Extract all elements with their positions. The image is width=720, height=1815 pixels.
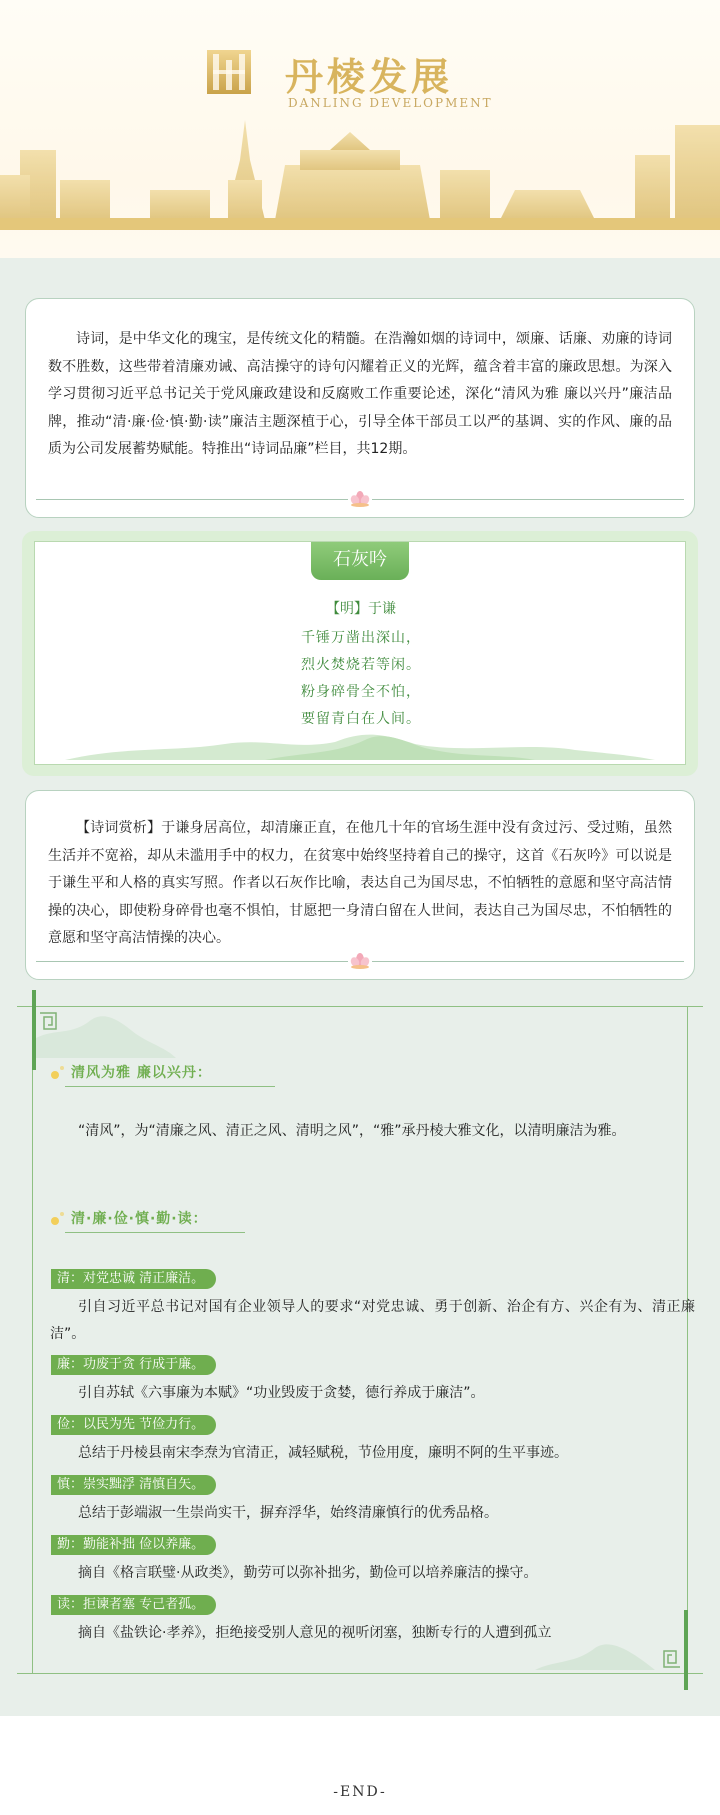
section-underline bbox=[65, 1086, 275, 1087]
brand-title: 丹棱发展 bbox=[285, 54, 454, 99]
virtue-item-label: 勤：勤能补拙 俭以养廉。 bbox=[51, 1535, 216, 1555]
section-heading-2 bbox=[50, 1208, 208, 1228]
poem-line-1: 千锤万凿出深山， bbox=[301, 630, 421, 646]
mountain-decoration-icon bbox=[36, 1008, 176, 1058]
intro-text: 诗词，是中华文化的瑰宝，是传统文化的精髓。在浩瀚如烟的诗词中，颂廉、话廉、劝廉的诗词数不胜数，这些带着清廉劝诫、高洁操守的诗句闪耀着正义的光辉，蕴含着丰富的廉政思想。为深入学习贯彻习近平总书记关于党风廉政建设和反腐败工作重要论述，深化“清风为雅 廉以兴丹”廉洁品牌，推动“清·廉·俭·慎·勤·读”廉洁主题深植于心，引导全体干部员工以严的基调、实的作风、廉的品质为公司发展蓄势赋能。特推出“诗词品廉”栏目，共12期。 bbox=[48, 331, 672, 457]
header-banner bbox=[0, 0, 720, 258]
virtue-item-label: 清：对党忠诚 清正廉洁。 bbox=[51, 1269, 216, 1289]
analysis-text: 【诗词赏析】于谦身居高位，却清廉正直，在他几十年的官场生涯中没有贪过污、受过贿，虽然生活并不宽裕，却从未滥用手中的权力，在贫寒中始终坚持着自己的操守，这首《石灰吟》可以说是于谦生平和人格的真实写照。作者以石灰作比喻，表达自己为国尽忠，不怕牺牲的意愿和坚守高洁情操的决心，即使粉身碎骨也毫不惧怕，甘愿把一身清白留在人世间，表达自己为国尽忠，不怕牺牲的意愿和坚守高洁情操的决心。 bbox=[48, 820, 672, 946]
poem-title: 石灰吟 bbox=[311, 542, 409, 580]
corner-ornament-icon bbox=[39, 1012, 57, 1030]
virtue-item-label: 慎：崇实黜浮 清慎自矢。 bbox=[51, 1475, 216, 1495]
section-underline bbox=[65, 1232, 245, 1233]
virtue-item-text: 总结于丹棱县南宋李焘为官清正，减轻赋税，节俭用度，廉明不阿的生平事迹。 bbox=[78, 1445, 568, 1461]
virtue-item-text: 摘自《格言联璧·从政类》，勤劳可以弥补拙劣，勤俭可以培养廉洁的操守。 bbox=[78, 1565, 538, 1581]
analysis-card bbox=[25, 790, 695, 980]
corner-ornament-icon bbox=[663, 1650, 681, 1668]
logo-icon bbox=[207, 50, 251, 94]
virtue-item-text: 引自苏轼《六事廉为本赋》“功业毁废于贪婪，德行养成于廉洁”。 bbox=[78, 1385, 485, 1401]
frame-bottom-line bbox=[17, 1673, 703, 1674]
dot-decoration-icon bbox=[50, 1210, 66, 1226]
section-title-2: 清·廉·俭·慎·勤·读： bbox=[71, 1211, 208, 1227]
poem-author: 【明】于谦 bbox=[326, 601, 396, 617]
end-marker: -END- bbox=[333, 1784, 387, 1800]
virtue-section bbox=[25, 998, 695, 1682]
poem-inner bbox=[34, 541, 686, 765]
poem-line-2: 烈火焚烧若等闲。 bbox=[301, 657, 421, 673]
virtue-item-text: 总结于彭端淑一生崇尚实干，摒弃浮华，始终清廉慎行的优秀品格。 bbox=[78, 1505, 498, 1521]
section-heading-1 bbox=[50, 1062, 212, 1082]
virtue-item-label: 俭：以民为先 节俭力行。 bbox=[51, 1415, 216, 1435]
virtue-item-text: 摘自《盐铁论·孝养》，拒绝接受别人意见的视听闭塞，独断专行的人遭到孤立 bbox=[78, 1625, 552, 1641]
hills-decoration-icon bbox=[65, 724, 655, 760]
dot-decoration-icon bbox=[50, 1064, 66, 1080]
poem-box bbox=[22, 531, 698, 776]
lotus-icon bbox=[348, 951, 372, 969]
intro-card bbox=[25, 298, 695, 518]
brand-subtitle: DANLING DEVELOPMENT bbox=[288, 96, 493, 110]
section-text-1: “清风”，为“清廉之风、清正之风、清明之风”，“雅”承丹棱大雅文化，以清明廉洁为雅。 bbox=[78, 1123, 626, 1139]
lotus-icon bbox=[348, 489, 372, 507]
poem-line-4: 要留青白在人间。 bbox=[301, 711, 421, 727]
virtue-item-label: 读：拒谏者塞 专己者孤。 bbox=[51, 1595, 216, 1615]
frame-top-line bbox=[17, 1006, 703, 1007]
virtue-item-label: 廉：功废于贪 行成于廉。 bbox=[51, 1355, 216, 1375]
city-skyline-illustration bbox=[0, 120, 720, 230]
section-title-1: 清风为雅 廉以兴丹： bbox=[71, 1065, 212, 1081]
poem-line-3: 粉身碎骨全不怕， bbox=[301, 684, 421, 700]
virtue-item-text: 引自习近平总书记对国有企业领导人的要求“对党忠诚、勇于创新、治企有方、兴企有为、清正廉洁”。 bbox=[50, 1299, 695, 1342]
